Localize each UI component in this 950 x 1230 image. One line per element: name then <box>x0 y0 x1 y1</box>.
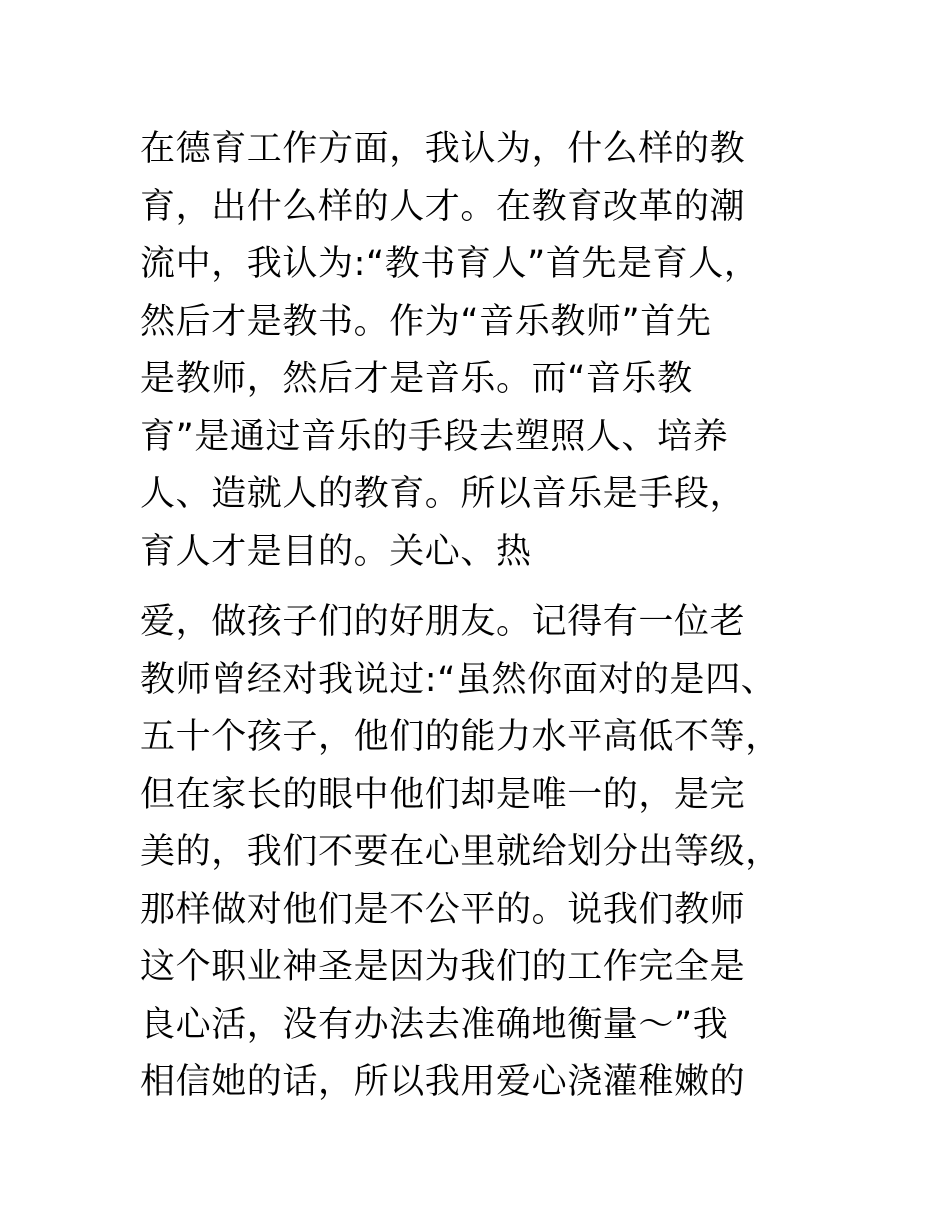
text-line: 在德育工作方面，我认为，什么样的教 <box>140 129 746 169</box>
text-line: 是教师，然后才是音乐。而“音乐教 <box>140 359 693 399</box>
text-line: 良心活，没有办法去准确地衡量～”我 <box>140 1004 729 1045</box>
text-line: 美的，我们不要在心里就给划分出等级， <box>140 832 781 872</box>
text-line: 育，出什么样的人才。在教育改革的潮 <box>140 186 746 227</box>
text-line: 育”是通过音乐的手段去塑照人、培养 <box>140 416 729 457</box>
text-line: 育人才是目的。关心、热 <box>140 531 532 572</box>
paragraph-2 <box>140 594 860 1112</box>
text-line: 那样做对他们是不公平的。说我们教师 <box>140 889 746 930</box>
text-line: 相信她的话，所以我用爱心浇灌稚嫩的 <box>140 1062 746 1102</box>
text-line: 爱，做孩子们的好朋友。记得有一位老 <box>140 602 746 642</box>
text-line: 流中，我认为:“教书育人”首先是育人， <box>140 244 760 284</box>
text-line: 这个职业神圣是因为我们的工作完全是 <box>140 947 746 987</box>
text-line: 但在家长的眼中他们却是唯一的，是完 <box>140 774 746 815</box>
text-line: 然后才是教书。作为“音乐教师”首先 <box>140 301 712 342</box>
paragraph-1 <box>140 121 860 581</box>
text-line: 教师曾经对我说过:“虽然你面对的是四、 <box>140 659 777 700</box>
text-line: 五十个孩子，他们的能力水平高低不等， <box>140 717 781 757</box>
text-line: 人、造就人的教育。所以音乐是手段， <box>140 474 746 514</box>
